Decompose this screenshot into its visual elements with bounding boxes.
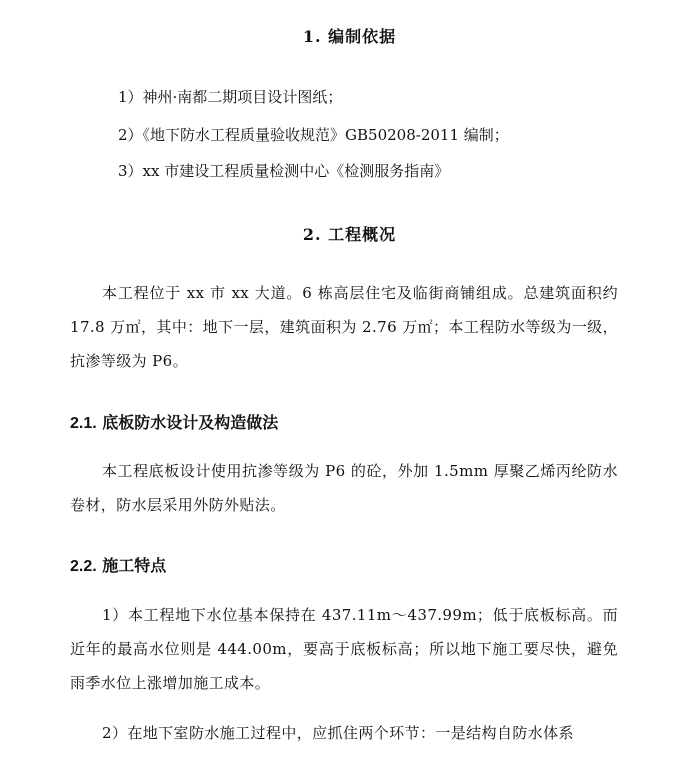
floor-waterproofing-paragraph: 本工程底板设计使用抗渗等级为 P6 的砼，外加 1.5mm 厚聚乙烯丙纶防水卷材，防水层采用外防外贴法。 bbox=[70, 462, 618, 514]
section-2-2-number: 2.2. bbox=[70, 558, 97, 575]
section-2-2-heading bbox=[70, 553, 166, 576]
construction-feature-paragraph-1: 1）本工程地下水位基本保持在 437.11m～437.99m；低于底板标高。而近年的最高水位则是 444.00m，要高于底板标高；所以地下施工要尽快，避免雨季水位上涨增加施工成本。 bbox=[70, 606, 618, 692]
section-2-2-title: 施工特点 bbox=[102, 556, 167, 575]
basis-item-2: 2）《地下防水工程质量验收规范》GB50208-2011 编制； bbox=[118, 126, 509, 144]
basis-item-1: 1）神州·南都二期项目设计图纸； bbox=[118, 88, 343, 106]
project-overview-paragraph: 本工程位于 xx 市 xx 大道。6 栋高层住宅及临街商铺组成。总建筑面积约 17.8 万㎡，其中：地下一层，建筑面积为 2.76 万㎡；本工程防水等级为一级，抗渗等级为 P6。 bbox=[70, 284, 618, 370]
section-1-heading: 1. 编制依据 bbox=[302, 27, 397, 46]
section-2-1-number: 2.1. bbox=[70, 415, 97, 432]
construction-feature-paragraph-2: 2）在地下室防水施工过程中，应抓住两个环节：一是结构自防水体系 bbox=[102, 724, 574, 742]
basis-item-3: 3）xx 市建设工程质量检测中心《检测服务指南》 bbox=[118, 162, 450, 180]
section-2-1-heading bbox=[70, 410, 278, 433]
section-2-heading: 2. 工程概况 bbox=[302, 225, 397, 244]
section-2-1-title: 底板防水设计及构造做法 bbox=[102, 413, 279, 432]
